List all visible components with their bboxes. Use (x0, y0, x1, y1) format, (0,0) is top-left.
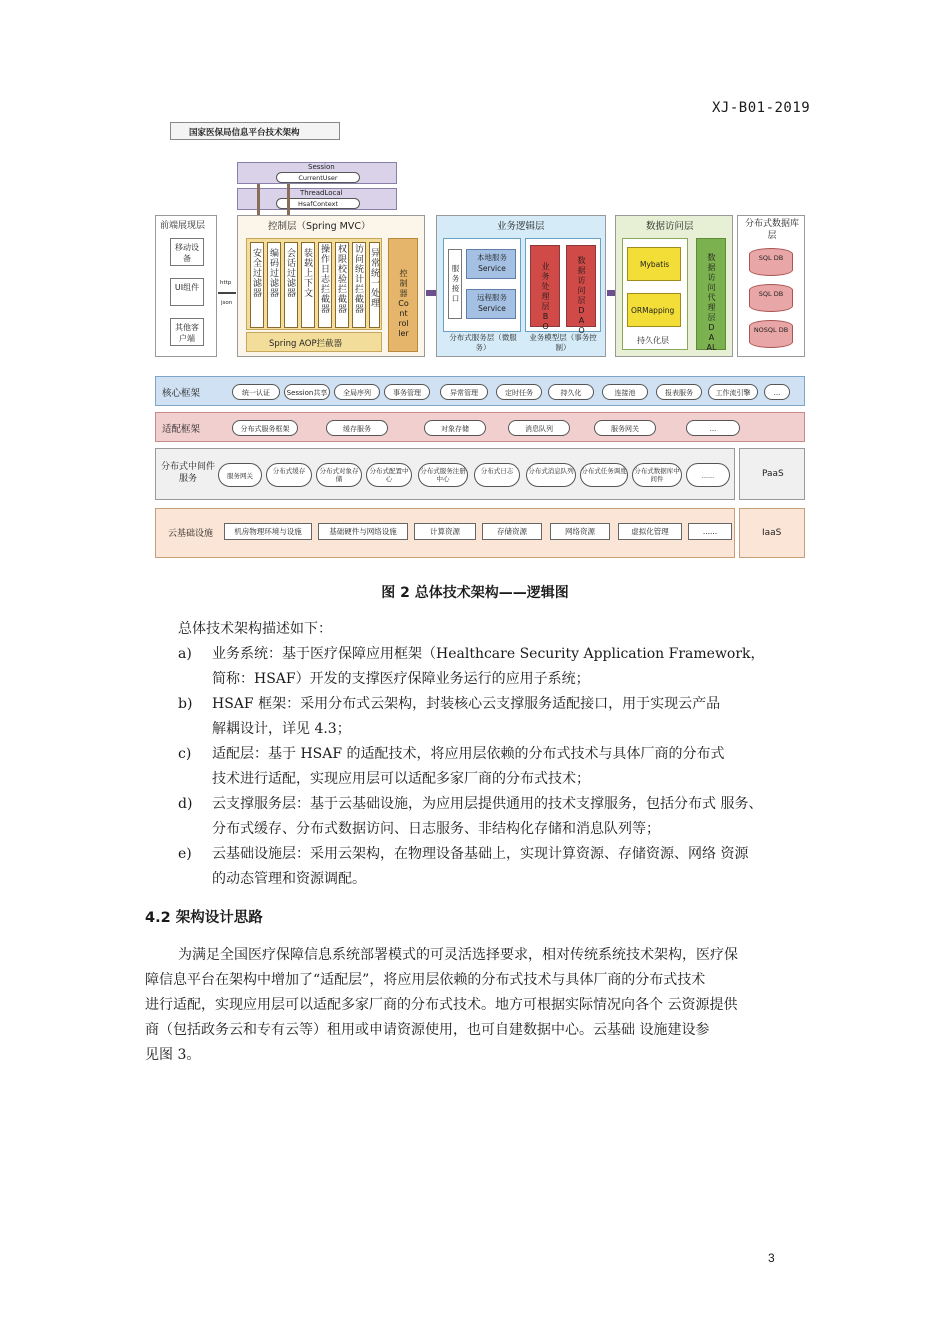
frontend-item-ui: UI组件 (170, 278, 204, 306)
controller-box: 控制器Controller (388, 238, 418, 352)
business-sub-left: 分布式服务层（微服务） (449, 333, 517, 352)
section-line: 为满足全国医疗保障信息系统部署模式的可灵活选择要求，相对传统系统技术架构，医疗保 (178, 947, 738, 963)
middleware-item: 服务网关 (218, 463, 262, 487)
document-id: XJ-B01-2019 (712, 100, 811, 116)
infra-title: 云基础设施 (168, 529, 214, 539)
core-item: 报表服务 (656, 384, 702, 400)
dao-box: 数据访问层DAO (566, 245, 596, 327)
infra-item: 虚拟化管理 (618, 523, 682, 540)
infra-row (155, 508, 735, 558)
list-label: c) (178, 746, 192, 762)
business-layer (436, 215, 606, 357)
iaas-box: IaaS (739, 508, 805, 558)
adapter-framework-title: 适配框架 (162, 424, 201, 435)
business-sub-right: 业务模型层（事务控制） (529, 333, 597, 352)
frontend-item-other: 其他客户端 (170, 318, 204, 346)
filter-box-2: 会话过滤器 (284, 242, 298, 328)
core-framework-title: 核心框架 (162, 388, 201, 399)
infra-item: 网络资源 (550, 523, 610, 540)
frontend-arrow (218, 292, 236, 294)
aop-bar: Spring AOP拦截器 (246, 332, 382, 352)
frontend-title: 前端展现层 (160, 221, 206, 231)
filter-box-6: 访问统计拦截器 (352, 242, 366, 328)
middleware-title: 分布式中间件服务 (160, 462, 215, 484)
core-item: ... (764, 384, 790, 400)
mybatis-box: Mybatis (627, 247, 681, 281)
diagram-title-tab (170, 122, 340, 140)
list-line: 适配层：基于 HSAF 的适配技术，将应用层依赖的分布式技术与具体厂商的分布式 (212, 746, 725, 762)
business-title: 业务逻辑层 (497, 221, 545, 232)
core-item: 异常管理 (440, 384, 488, 400)
list-label: d) (178, 796, 193, 812)
filter-box-5: 权限校验拦截器 (335, 242, 349, 328)
list-line: 技术进行适配，实现应用层可以适配多家厂商的分布式技术； (212, 771, 590, 787)
controller-title: 控制层（Spring MVC） (268, 221, 371, 232)
local-service-box: 本地服务Service (466, 249, 516, 279)
paas-box: PaaS (739, 448, 805, 500)
business-left-group (443, 238, 521, 332)
distributed-db-layer (737, 215, 805, 357)
filter-box-4: 操作日志拦截器 (318, 242, 332, 328)
middleware-item: 分布式数据库中间件 (632, 463, 682, 487)
middleware-row (155, 448, 735, 500)
section-line: 见图 3。 (145, 1047, 201, 1063)
current-user-pill: CurrentUser (276, 172, 360, 183)
core-item: 统一认证 (232, 384, 280, 400)
adapter-item: 缓存服务 (326, 420, 388, 436)
controller-layer (237, 215, 425, 357)
section-line: 进行适配，实现应用层可以适配多家厂商的分布式技术。地方可根据实际情况向各个 云资源提供 (145, 997, 738, 1013)
core-item: 连接池 (602, 384, 648, 400)
arrow-business-data (607, 290, 615, 296)
middleware-item: 分布式对象存储 (316, 463, 362, 487)
filter-box-7: 异常统一处理 (369, 242, 380, 328)
list-label: a) (178, 646, 192, 662)
list-line: 云基础设施层：采用云架构，在物理设备基础上，实现计算资源、存储资源、网络 资源 (212, 846, 749, 862)
section-line: 障信息平台在架构中增加了“适配层”，将应用层依赖的分布式技术与具体厂商的分布式技术 (145, 972, 706, 988)
filter-box-1: 编码过滤器 (267, 242, 281, 328)
middleware-item: 分布式配置中心 (366, 463, 412, 487)
data-access-layer (615, 215, 733, 357)
middleware-item: ...... (686, 463, 730, 487)
core-item: 持久化 (548, 384, 594, 400)
session-box (237, 162, 397, 184)
infra-item: 机房物理环境与设施 (224, 523, 312, 540)
list-line: 分布式缓存、分布式数据访问、日志服务、非结构化存储和消息队列等； (212, 821, 660, 837)
middleware-item: 分布式任务调度 (580, 463, 628, 487)
infra-item: 计算资源 (414, 523, 476, 540)
infra-item: 基础硬件与网络设施 (318, 523, 408, 540)
frontend-item-mobile: 移动设备 (170, 238, 204, 266)
middleware-item: 分布式消息队列 (526, 463, 576, 487)
filters-group (246, 238, 382, 330)
adapter-item: 分布式服务框架 (232, 420, 298, 436)
filter-box-0: 安全过滤器 (250, 242, 264, 328)
adapter-item: 对象存储 (424, 420, 486, 436)
middleware-item: 分布式日志 (474, 463, 520, 487)
threadlocal-label: ThreadLocal (300, 189, 343, 197)
middleware-item: 分布式缓存 (266, 463, 312, 487)
core-item: 定时任务 (496, 384, 542, 400)
adapter-item: 消息队列 (508, 420, 570, 436)
section-line: 商（包括政务云和专有云等）租用或申请资源使用，也可自建数据中心。云基础 设施建设参 (145, 1022, 710, 1038)
list-line: 业务系统：基于医疗保障应用框架（Healthcare Security Application Framework， (212, 646, 765, 662)
figure-caption: 图 2 总体技术架构——逻辑图 (381, 585, 569, 601)
db-cylinder-1: SQL DB (749, 248, 793, 276)
distributed-db-title: 分布式数据库层 (744, 219, 799, 241)
core-item: 工作流引擎 (708, 384, 758, 400)
session-label: Session (308, 163, 335, 171)
frontend-layer (155, 215, 217, 357)
list-line: 云支撑服务层：基于云基础设施，为应用层提供通用的技术支撑服务，包括分布式 服务、 (212, 796, 763, 812)
core-framework-row (155, 376, 805, 406)
business-right-group (525, 238, 601, 335)
diagram-title: 国家医保局信息平台技术架构 (189, 128, 300, 138)
bo-box: 业务处理层BO (530, 245, 560, 327)
page-number: 3 (768, 1251, 775, 1265)
list-line: HSAF 框架：采用分布式云架构，封装核心云支撑服务适配接口，用于实现云产品 (212, 696, 721, 712)
middleware-item: 分布式服务注册中心 (418, 463, 468, 487)
adapter-framework-row (155, 412, 805, 442)
persistence-group (622, 238, 688, 350)
section-heading: 4.2 架构设计思路 (145, 910, 263, 926)
daal-box: 数据访问代理层DAAL (696, 238, 726, 350)
threadlocal-box (237, 188, 397, 210)
infra-item: ...... (688, 523, 732, 540)
db-cylinder-2: SQL DB (749, 284, 793, 312)
db-cylinder-3: NOSQL DB (749, 320, 793, 348)
adapter-item: ... (686, 420, 740, 436)
description-intro: 总体技术架构描述如下： (178, 621, 332, 637)
infra-item: 存储资源 (482, 523, 542, 540)
list-label: e) (178, 846, 192, 862)
list-line: 解耦设计，详见 4.3； (212, 721, 351, 737)
http-label: http (220, 280, 232, 286)
list-line: 简称：HSAF）开发的支撑医疗保障业务运行的应用子系统； (212, 671, 590, 687)
architecture-diagram (155, 120, 805, 560)
adapter-item: 服务网关 (594, 420, 656, 436)
json-label: json (221, 300, 233, 306)
filter-box-3: 装载上下文 (301, 242, 315, 328)
core-item: Session共享 (284, 384, 330, 400)
core-item: 全局序列 (334, 384, 380, 400)
ormapping-box: ORMapping (627, 293, 681, 327)
list-label: b) (178, 696, 193, 712)
service-interface-box: 服务接口 (448, 249, 462, 319)
core-item: 事务管理 (384, 384, 430, 400)
arrow-controller-business (426, 290, 436, 296)
list-line: 的动态管理和资源调配。 (212, 871, 366, 887)
data-access-title: 数据访问层 (646, 221, 694, 232)
persistence-label: 持久化层 (637, 336, 669, 345)
hsafcontext-pill: HsafContext (276, 198, 360, 209)
remote-service-box: 远程服务Service (466, 289, 516, 319)
